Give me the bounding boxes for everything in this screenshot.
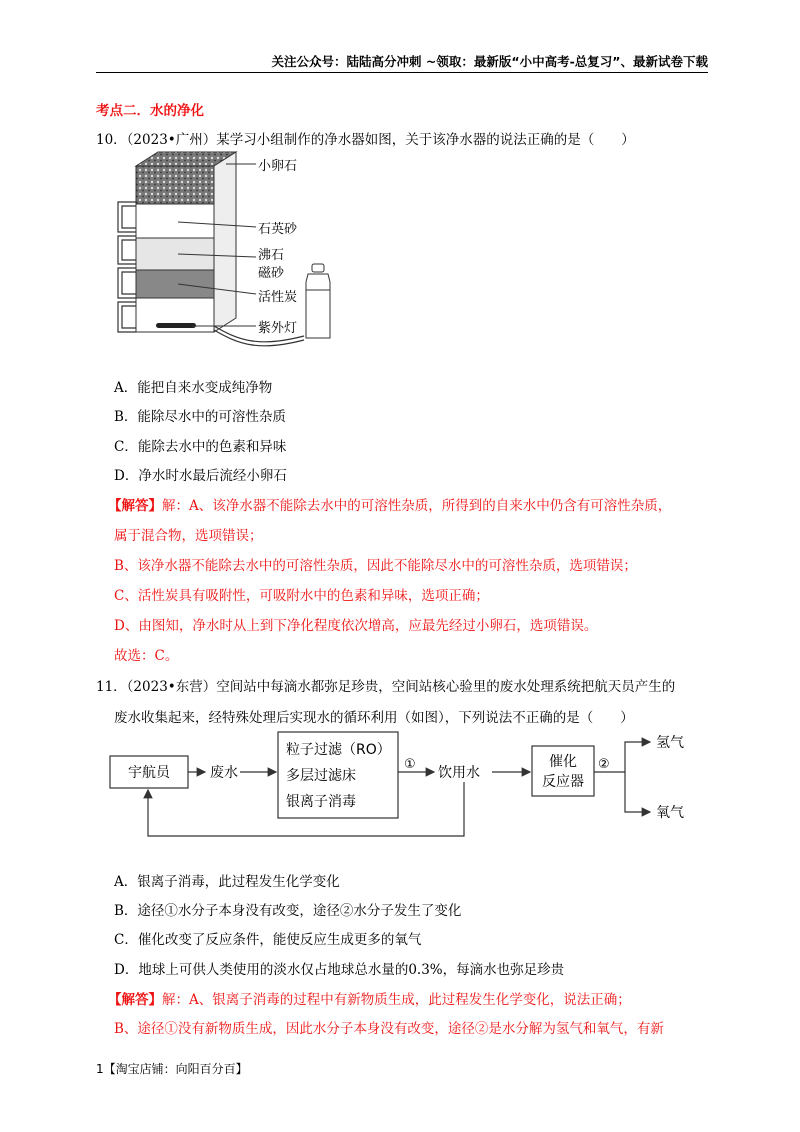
q11-answer-tag: 【解答】 [108, 992, 162, 1008]
process-line-2: 多层过滤床 [286, 768, 356, 784]
q10-option-d: D．净水时水最后流经小卵石 [114, 468, 287, 484]
reactor-line-2: 反应器 [542, 774, 584, 790]
q10-option-c: C．能除去水中的色素和异味 [114, 439, 287, 455]
astronaut-label: 宇航员 [128, 765, 170, 781]
layer-pebbles [136, 166, 214, 204]
q11-answer-line-2: B、途径①没有新物质生成，因此水分子本身没有改变，途径②是水分解为氢气和氧气，有新 [114, 1021, 664, 1037]
route-1-marker: ① [404, 757, 416, 772]
layer-zeolite [136, 238, 214, 270]
q10-answer-line-6: 故选：C。 [114, 648, 179, 664]
q10-stem: 10．（2023•广州）某学习小组制作的净水器如图，关于该净水器的说法正确的是（ ） [96, 132, 635, 148]
q11-stem-line-2: 废水收集起来，经特殊处理后实现水的循环利用（如图），下列说法不正确的是（ ） [114, 710, 634, 726]
oxygen-label: 氧气 [656, 805, 684, 821]
q10-answer-first-line [108, 494, 671, 514]
label-uv-lamp: 紫外灯 [258, 321, 298, 336]
q11-option-a: A．银离子消毒，此过程发生化学变化 [114, 874, 340, 890]
q10-option-b: B．能除尽水中的可溶性杂质 [114, 409, 286, 425]
reactor-line-1: 催化 [549, 754, 577, 770]
water-recycle-diagram [100, 726, 700, 846]
label-magnetic-sand: 磁砂 [258, 266, 285, 281]
label-zeolite: 沸石 [258, 248, 285, 263]
drinking-water-label: 饮用水 [438, 765, 480, 781]
layer-activated-carbon [136, 270, 214, 298]
page-footer: 1【淘宝店铺：向阳百分百】 [96, 1062, 248, 1076]
q11-answer-line-1: 解：A、银离子消毒的过程中有新物质生成，此过程发生化学变化，说法正确； [162, 992, 631, 1008]
q10-answer-line-5: D、由图知，净水时从上到下净化程度依次增高，应最先经过小卵石，选项错误。 [114, 618, 598, 634]
route-2-marker: ② [598, 757, 610, 772]
q10-option-a: A．能把自来水变成纯净物 [114, 380, 273, 396]
label-pebbles: 小卵石 [258, 159, 298, 174]
q10-answer-tag: 【解答】 [108, 498, 162, 514]
q11-answer-first-line [108, 988, 631, 1008]
q11-option-b: B．途径①水分子本身没有改变，途径②水分子发生了变化 [114, 903, 462, 919]
process-line-1: 粒子过滤（RO） [286, 742, 391, 758]
q11-stem-line-1: 11．（2023•东营）空间站中每滴水都弥足珍贵，空间站核心验里的废水处理系统把航天员产生的 [96, 679, 676, 695]
label-activated-carbon: 活性炭 [258, 290, 298, 305]
waste-water-label: 废水 [210, 765, 238, 781]
layer-quartz-sand [136, 204, 214, 238]
q10-answer-line-3: B、该净水器不能除去水中的可溶性杂质，因此不能除尽水中的可溶性杂质，选项错误； [114, 558, 637, 574]
uv-lamp [156, 323, 196, 328]
q11-option-d: D．地球上可供人类使用的淡水仅占地球总水量的0.3%，每滴水也弥足珍贵 [114, 962, 565, 978]
water-bottle [300, 262, 336, 342]
process-line-3: 银离子消毒 [286, 794, 356, 810]
q10-answer-line-4: C、活性炭具有吸附性，可吸附水中的色素和异味，选项正确； [114, 588, 489, 604]
label-quartz-sand: 石英砂 [258, 222, 298, 237]
page-header: 关注公众号：陆陆高分冲刺 ~领取：最新版“小中高考-总复习”、最新试卷下载 [271, 54, 708, 69]
hydrogen-label: 氢气 [656, 735, 684, 751]
section-title: 考点二．水的净化 [96, 103, 204, 119]
q10-answer-line-2: 属于混合物，选项错误； [114, 528, 263, 544]
header-rule [96, 72, 708, 73]
q10-answer-line-1: 解：A、该净水器不能除去水中的可溶性杂质，所得到的自来水中仍含有可溶性杂质， [162, 498, 672, 514]
q11-option-c: C．催化改变了反应条件，能使反应生成更多的氧气 [114, 932, 422, 948]
